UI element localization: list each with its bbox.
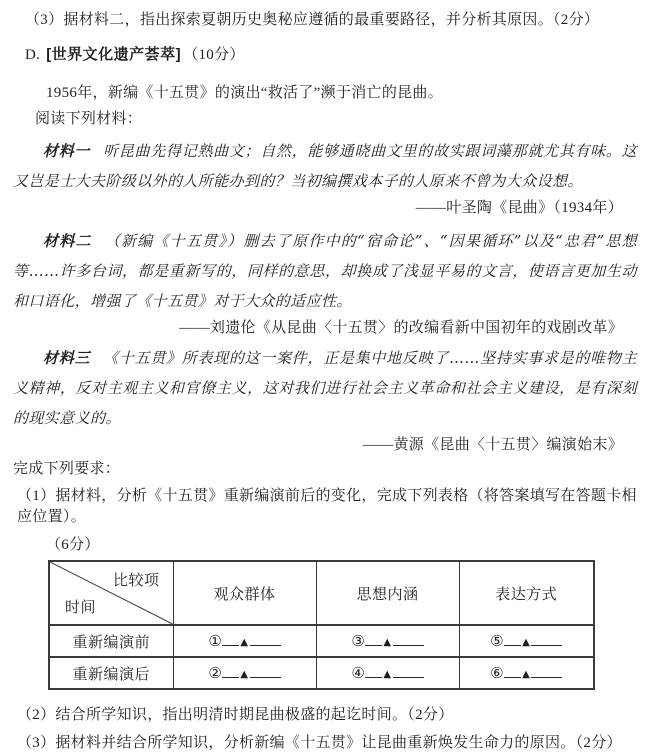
question-1-points: （6分） — [46, 537, 100, 553]
answer-blank-line — [531, 677, 562, 678]
answer-blank-line — [531, 645, 562, 646]
answer-blank-line — [250, 645, 281, 646]
blank-cell-1 — [173, 625, 316, 657]
blank-cell-5 — [459, 625, 594, 657]
material-3 — [13, 343, 637, 433]
material-2 — [13, 226, 637, 316]
material-1-label: 材料一 — [43, 142, 91, 160]
circled-number-5: ⑤ — [490, 631, 505, 650]
material-2-text: （新编《十五贯》）删去了原作中的“宿命论”、“因果循环”以及“忠君”思想等……许多台词，都是重新写的，同样的意思，却换成了浅显平易的文言，使语言更加生动和口语化，增强了《十五贯》对于大众的适应性。 — [13, 232, 637, 310]
answer-blank-line — [222, 645, 239, 646]
previous-question-3: （3）据材料二，指出探索夏朝历史奥秘应遵循的最重要路径，并分析其原因。（2分） — [25, 12, 600, 28]
answer-blank-line — [504, 645, 521, 646]
table-corner-cell — [49, 561, 173, 625]
circled-number-4: ④ — [351, 663, 366, 682]
exam-page — [0, 10, 650, 754]
blank-cell-2 — [173, 657, 316, 689]
table-row-after — [49, 657, 594, 689]
answer-blank-line — [365, 645, 382, 646]
tasks-prompt: 完成下列要求： — [13, 461, 121, 477]
section-points: （10分） — [183, 47, 245, 63]
question-3: （3）据材料并结合所学知识，分析新编《十五贯》让昆曲重新焕发生命力的原因。（2分） — [17, 735, 622, 751]
circled-number-2: ② — [208, 663, 223, 682]
section-heading — [25, 44, 637, 66]
material-1-text: 听昆曲先得记熟曲文；自然，能够通晓曲文里的故实跟词藻那就尤其有味。这又岂是士大夫阶级以外的人所能办到的？当初编撰戏本子的人原来不曾为大众设想。 — [13, 142, 637, 190]
comparison-table — [48, 560, 595, 690]
material-3-text: 《十五贯》所表现的这一案件，正是集中地反映了……坚持实事求是的唯物主义精神，反对主观主义和官僚主义，这对我们进行社会主义革命和社会主义建设，是有深刻的现实意义的。 — [13, 349, 638, 427]
question-2: （2）结合所学知识，指出明清时期昆曲极盛的起讫时间。（2分） — [17, 707, 454, 723]
triangle-marker-icon: ▲ — [522, 636, 531, 648]
circled-number-3: ③ — [351, 631, 366, 650]
section-title: [世界文化遗产荟萃] — [46, 46, 182, 63]
column-header-theme: 思想内涵 — [316, 561, 459, 625]
column-header-audience: 观众群体 — [173, 561, 316, 625]
triangle-marker-icon: ▲ — [383, 668, 392, 680]
material-2-label: 材料二 — [43, 232, 92, 250]
table-header-row — [49, 561, 594, 625]
corner-label-time: 时间 — [65, 600, 97, 616]
triangle-marker-icon: ▲ — [240, 636, 249, 648]
answer-blank-line — [250, 677, 281, 678]
intro-sentence: 1956年，新编《十五贯》的演出“救活了”濒于消亡的昆曲。 — [46, 85, 444, 101]
triangle-marker-icon: ▲ — [522, 668, 531, 680]
material-1 — [13, 136, 637, 196]
row-label-before: 重新编演前 — [49, 625, 173, 657]
blank-cell-4 — [316, 657, 459, 689]
row-label-after: 重新编演后 — [49, 657, 173, 689]
answer-blank-line — [393, 645, 424, 646]
material-3-label: 材料三 — [43, 349, 91, 367]
table-row-before — [49, 625, 594, 657]
question-1: （1）据材料，分析《十五贯》重新编演前后的变化，完成下列表格（将答案填写在答题卡相应位置）。 — [17, 488, 637, 525]
answer-blank-line — [504, 677, 521, 678]
blank-cell-3 — [316, 625, 459, 657]
triangle-marker-icon: ▲ — [383, 636, 392, 648]
read-materials-prompt: 阅读下列材料： — [35, 111, 143, 127]
column-header-expression: 表达方式 — [459, 561, 594, 625]
material-2-source: ——刘遗伦《从昆曲〈十五贯〉的改编看新中国初年的戏剧改革》 — [179, 320, 623, 336]
material-3-source: ——黄源《昆曲〈十五贯〉编演始末》 — [362, 437, 623, 453]
answer-blank-line — [365, 677, 382, 678]
answer-blank-line — [393, 677, 424, 678]
circled-number-1: ① — [208, 631, 223, 650]
circled-number-6: ⑥ — [490, 663, 505, 682]
answer-blank-line — [222, 677, 239, 678]
triangle-marker-icon: ▲ — [240, 668, 249, 680]
section-label: D. — [25, 47, 41, 63]
blank-cell-6 — [459, 657, 594, 689]
corner-label-compare-item: 比较项 — [112, 573, 160, 589]
material-1-source: ——叶圣陶《昆曲》（1934年） — [415, 200, 623, 216]
